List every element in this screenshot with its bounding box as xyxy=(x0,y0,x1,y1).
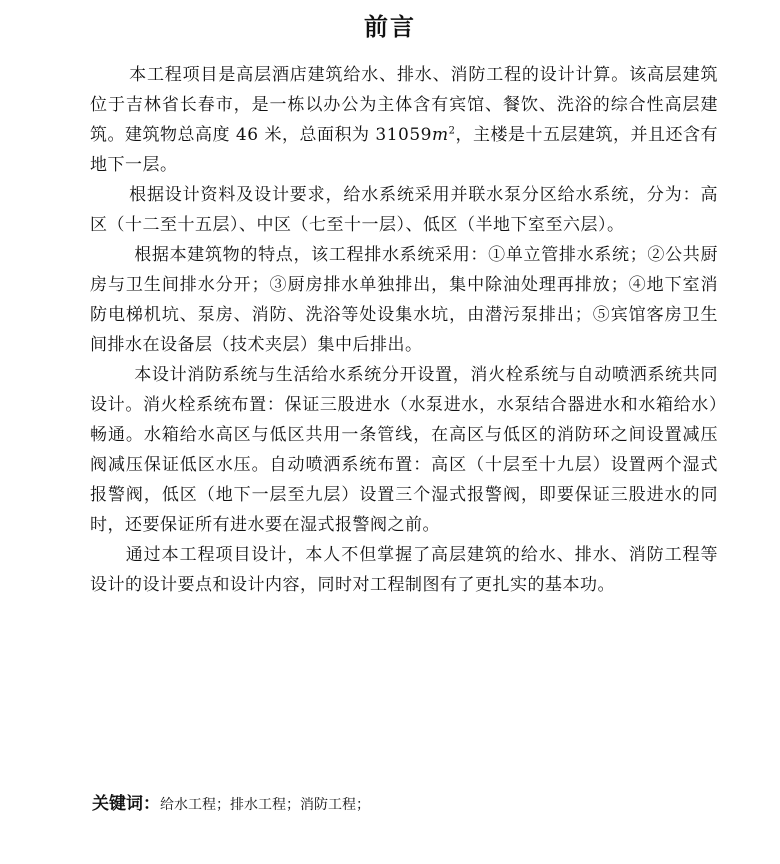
paragraph-conclusion: 通过本工程项目设计，本人不但掌握了高层建筑的给水、排水、消防工程等设计的设计要点和设计内容，同时对工程制图有了更扎实的基本功。 xyxy=(90,545,718,595)
area-unit: m xyxy=(431,125,449,145)
area-unit-exponent: 2 xyxy=(448,125,456,137)
paragraph-project-overview xyxy=(90,60,718,180)
page-title: 前言 xyxy=(364,13,416,41)
paragraph-fire-protection: 本设计消防系统与生活给水系统分开设置，消火栓系统与自动喷洒系统共同设计。消火栓系统布置：保证三股进水（水泵进水，水泵结合器进水和水箱给水）畅通。水箱给水高区与低区共用一条管线，在高区与低区的消防环之间设置减压阀减压保证低区水压。自动喷洒系统布置：高区（十层至十九层）设置两个湿式报警阀，低区（地下一层至九层）设置三个湿式报警阀，即要保证三股进水的同时，还要保证所有进水要在湿式报警阀之前。 xyxy=(90,365,718,535)
preface-body xyxy=(90,60,718,600)
overview-text-end: ，主楼是十五层建筑，并且还含有地下一层。 xyxy=(90,125,718,175)
keywords-line xyxy=(92,792,370,817)
keywords-label: 关键词： xyxy=(92,794,160,814)
paragraph-drainage: 根据本建筑物的特点，该工程排水系统采用：①单立管排水系统；②公共厨房与卫生间排水分开；③厨房排水单独排出，集中除油处理再排放；④地下室消防电梯机坑、泵房、消防、洗浴等处设集水坑，由潜污泵排出；⑤宾馆客房卫生间排水在设备层（技术夹层）集中后排出。 xyxy=(90,245,718,355)
keywords-value: 给水工程；排水工程；消防工程； xyxy=(160,797,370,813)
overview-text: 本工程项目是高层酒店建筑给水、排水、消防工程的设计计算。该高层建筑位于吉林省长春市，是一栋以办公为主体含有宾馆、餐饮、洗浴的综合性高层建筑。建筑物总高度 46 米，总面积为 31059 xyxy=(90,65,718,145)
paragraph-water-supply: 根据设计资料及设计要求，给水系统采用并联水泵分区给水系统，分为：高区（十二至十五层）、中区（七至十一层）、低区（半地下室至六层）。 xyxy=(90,185,718,235)
